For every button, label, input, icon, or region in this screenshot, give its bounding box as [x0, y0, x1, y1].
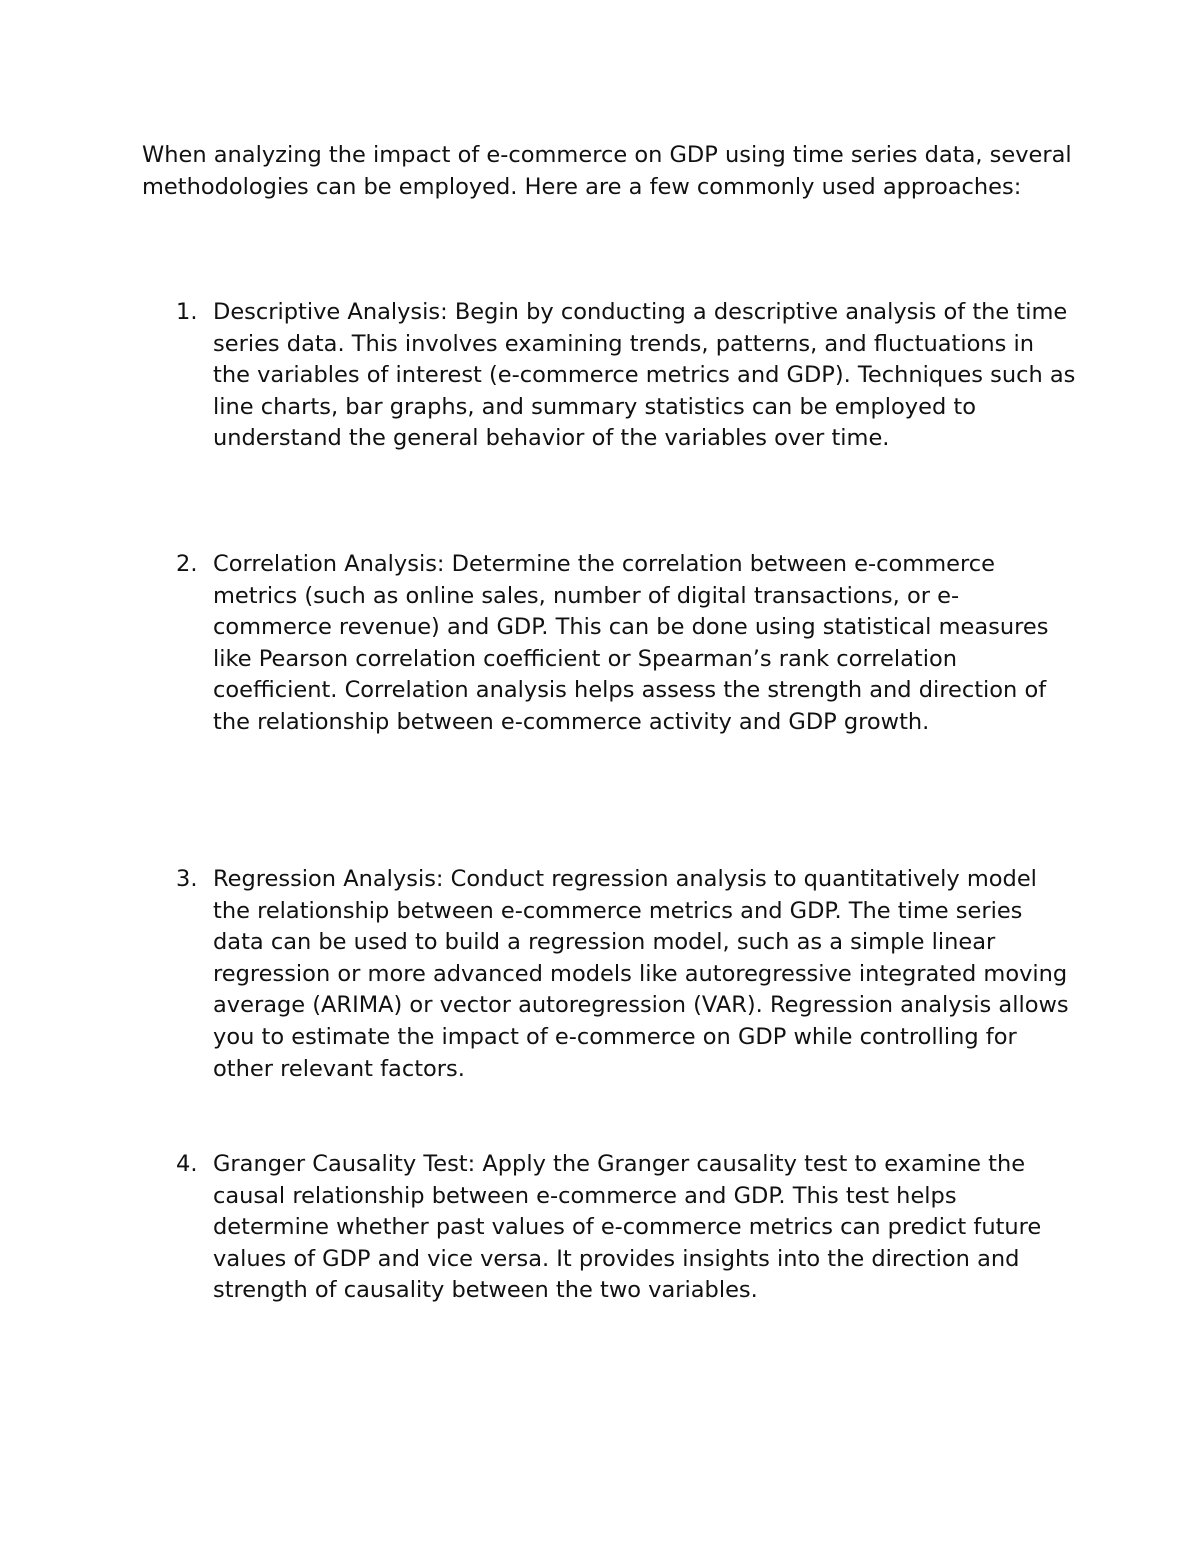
intro-paragraph: When analyzing the impact of e-commerce on GDP using time series data, several methodologies can be employed. Here are a few commonly used approaches:	[142, 142, 1072, 200]
list-item-number: 3.	[176, 866, 198, 892]
list-item-number: 4.	[176, 1151, 198, 1177]
list-item-number: 2.	[176, 551, 198, 577]
list-item-text: Granger Causality Test: Apply the Granger causality test to examine the causal relationship between e-commerce and GDP. This test helps determine whether past values of e-commerce metrics can predict future values of GDP and vice versa. It provides insights into the direction and strength of causality between the two variables.	[213, 1151, 1042, 1304]
list-item-text: Regression Analysis: Conduct regression analysis to quantitatively model the relationship between e-commerce metrics and GDP. The time series data can be used to build a regression model, such as a simple linear regression or more advanced models like autoregressive integrated moving average (ARIMA) or vector autoregression (VAR). Regression analysis allows you to estimate the impact of e-commerce on GDP while controlling for other relevant factors.	[213, 866, 1069, 1082]
list-item	[176, 297, 1076, 455]
list-item	[176, 549, 1076, 739]
list-item-number: 1.	[176, 299, 198, 325]
list-item-text: Descriptive Analysis: Begin by conducting a descriptive analysis of the time series data. This involves examining trends, patterns, and fluctuations in the variables of interest (e-commerce metrics and GDP). Techniques such as line charts, bar graphs, and summary statistics can be employed to understand the general behavior of the variables over time.	[213, 299, 1076, 452]
list-item-text: Correlation Analysis: Determine the correlation between e-commerce metrics (such as online sales, number of digital transactions, or e-commerce revenue) and GDP. This can be done using statistical measures like Pearson correlation coefficient or Spearman’s rank correlation coefficient. Correlation analysis helps assess the strength and direction of the relationship between e-commerce activity and GDP growth.	[213, 551, 1049, 735]
list-item	[176, 864, 1076, 1085]
list-item	[176, 1149, 1076, 1307]
